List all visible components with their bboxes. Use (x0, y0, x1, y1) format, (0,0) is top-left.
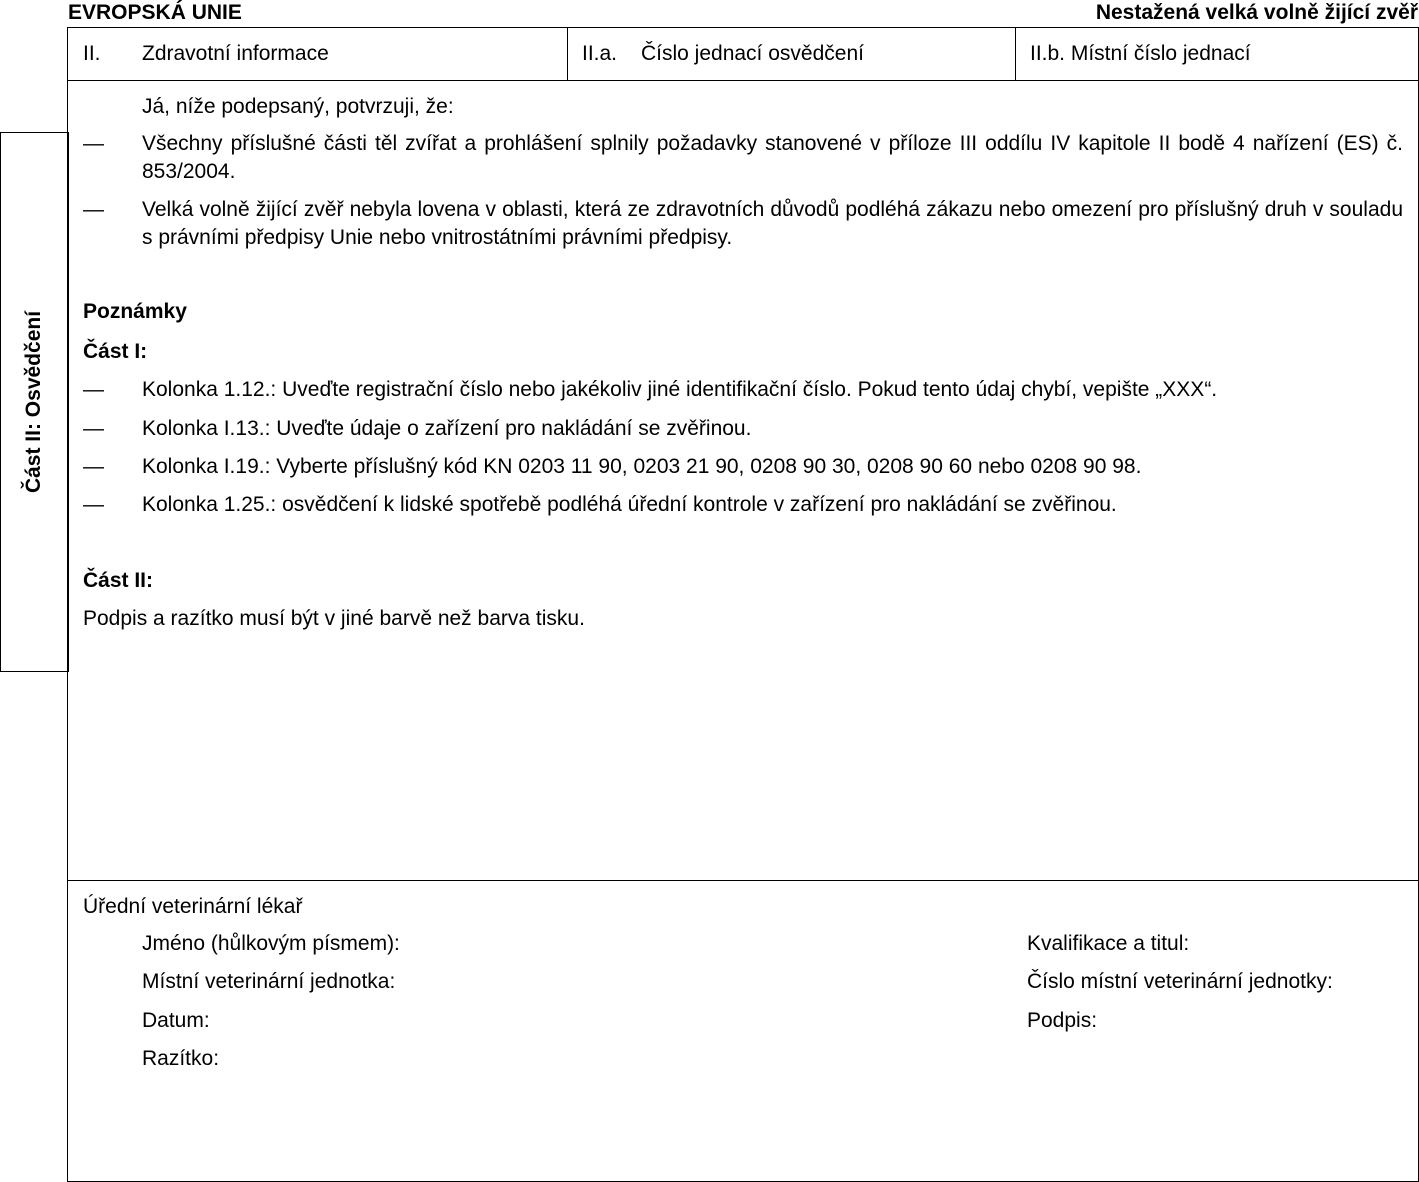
section-title: Zdravotní informace (142, 42, 329, 65)
attestation-intro: Já, níže podepsaný, potvrzuji, že: (142, 95, 454, 118)
certificate-ref-code: II.a. (582, 42, 618, 65)
dash: — (83, 493, 104, 516)
attestation-item-2: Velká volně žijící zvěř nebyla lovena v oblasti, která ze zdravotních důvodů podléhá zákazu nebo omezení pro příslušný druh v souladu s právními předpisy Unie nebo vnitrostátními právními předpisy. (142, 198, 1403, 249)
dash: — (83, 378, 104, 401)
qualification-label: Kvalifikace a titul: (1027, 932, 1190, 955)
certificate-ref-label: Číslo jednací osvědčení (641, 42, 864, 65)
notes-part1-title: Část I: (83, 340, 148, 363)
stamp-label: Razítko: (142, 1047, 220, 1070)
dash: — (83, 455, 104, 478)
section-code: II. (83, 42, 101, 65)
local-ref-label: II.b. Místní číslo jednací (1030, 42, 1251, 65)
side-label: Část II: Osvědčení (22, 310, 46, 494)
signature-title: Úřední veterinární lékař (83, 895, 303, 918)
local-unit-number-label: Číslo místní veterinární jednotky: (1027, 970, 1333, 993)
dash: — (83, 417, 104, 440)
note-item-2: Kolonka I.13.: Uveďte údaje o zařízení pro nakládání se zvěřinou. (142, 417, 752, 440)
signature-label: Podpis: (1027, 1009, 1098, 1032)
notes-part2-title: Část II: (83, 569, 154, 592)
header-right: Nestažená velká volně žijící zvěř (1095, 1, 1418, 24)
attestation-item-1: Všechny příslušné části těl zvířat a prohlášení splnily požadavky stanovené v příloze III oddílu IV kapitole II bodě 4 nařízení (ES) č. 853/2004. (142, 132, 1403, 183)
dash: — (83, 132, 104, 155)
name-field-label: Jméno (hůlkovým písmem): (142, 932, 400, 955)
side-label-wrapper (0, 132, 69, 672)
note-item-4: Kolonka 1.25.: osvědčení k lidské spotřebě podléhá úřední kontrole v zařízení pro nakládání se zvěřinou. (142, 493, 1117, 516)
signature-section (67, 880, 1419, 1182)
local-unit-label: Místní veterinární jednotka: (142, 970, 396, 993)
note-item-1: Kolonka 1.12.: Uveďte registrační číslo nebo jakékoliv jiné identifikační číslo. Pokud tento údaj chybí, vepište „XXX“. (142, 378, 1218, 401)
date-label: Datum: (142, 1009, 210, 1032)
notes-title: Poznámky (83, 300, 187, 323)
note-item-3: Kolonka I.19.: Vyberte příslušný kód KN 0203 11 90, 0203 21 90, 0208 90 30, 0208 90 60 nebo 0208 90 98. (142, 455, 1142, 478)
info-divider-2 (1015, 27, 1016, 81)
dash: — (83, 198, 104, 221)
notes-part2-text: Podpis a razítko musí být v jiné barvě než barva tisku. (83, 607, 585, 630)
info-divider-1 (567, 27, 568, 81)
header-left: EVROPSKÁ UNIE (68, 1, 242, 24)
